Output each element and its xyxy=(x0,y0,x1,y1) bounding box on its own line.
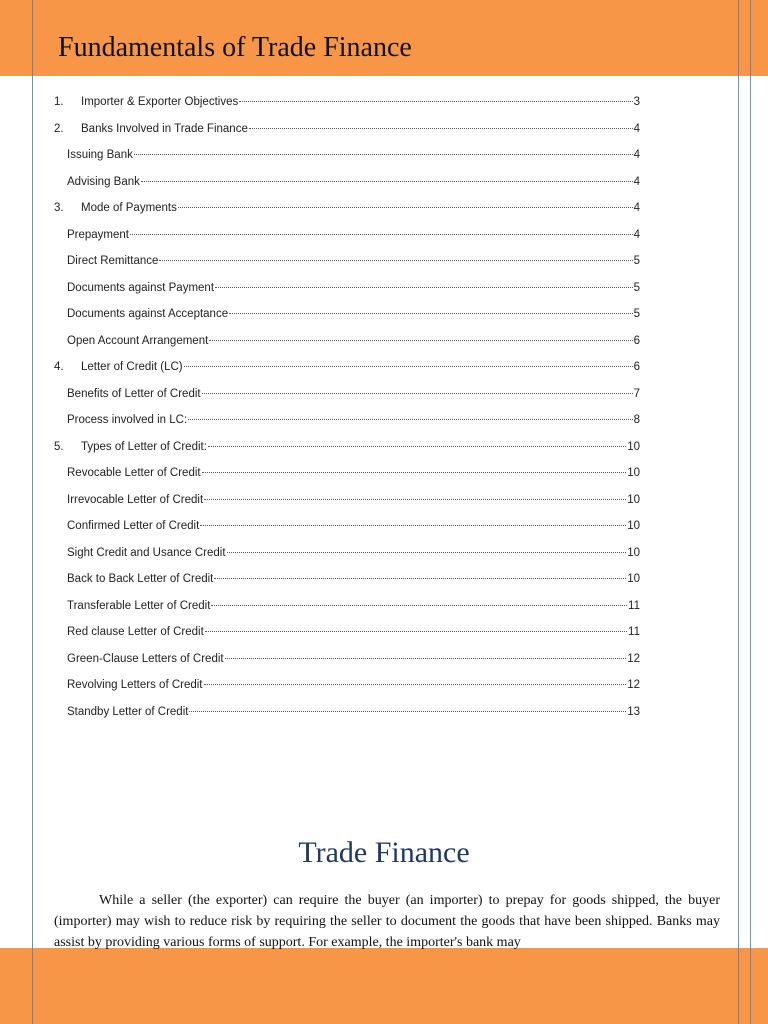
toc-leader-dots xyxy=(205,631,627,632)
toc-entry-page: 10 xyxy=(627,440,640,453)
document-title: Fundamentals of Trade Finance xyxy=(58,32,412,63)
toc-entry-label: Green-Clause Letters of Credit xyxy=(67,652,224,665)
toc-leader-dots xyxy=(227,552,627,553)
toc-entry-label: Red clause Letter of Credit xyxy=(67,626,204,638)
toc-leader-dots xyxy=(141,181,633,182)
toc-entry-label: Irrevocable Letter of Credit xyxy=(67,493,204,506)
toc-entry-label: Open Account Arrangement xyxy=(67,334,209,347)
toc-entry[interactable] xyxy=(67,600,640,618)
toc-entry-page: 10 xyxy=(627,467,640,479)
toc-leader-dots xyxy=(202,472,627,473)
toc-entry-label: Process involved in LC: xyxy=(67,414,188,426)
toc-leader-dots xyxy=(188,419,632,420)
toc-entry[interactable] xyxy=(54,441,640,459)
toc-entry-page: 5 xyxy=(633,308,640,320)
toc-entry[interactable] xyxy=(67,626,640,644)
toc-entry-page: 3 xyxy=(633,96,640,108)
toc-leader-dots xyxy=(211,605,627,606)
toc-entry[interactable] xyxy=(67,282,640,300)
toc-leader-dots xyxy=(204,684,627,685)
toc-entry[interactable] xyxy=(67,706,640,724)
toc-entry-label: Standby Letter of Credit xyxy=(67,705,189,718)
toc-entry[interactable] xyxy=(67,149,640,167)
toc-entry-page: 10 xyxy=(627,546,640,559)
toc-leader-dots xyxy=(202,393,633,394)
toc-leader-dots xyxy=(249,128,633,129)
toc-entry-page: 11 xyxy=(628,626,640,638)
toc-entry[interactable] xyxy=(67,679,640,697)
toc-leader-dots xyxy=(134,154,633,155)
toc-entry-label: Letter of Credit (LC) xyxy=(81,361,183,373)
toc-entry-label: Direct Remittance xyxy=(67,255,159,267)
toc-leader-dots xyxy=(208,446,626,447)
toc-entry-number: 2. xyxy=(54,122,64,135)
toc-leader-dots xyxy=(239,101,632,102)
toc-entry-label: Banks Involved in Trade Finance xyxy=(81,122,248,135)
toc-entry-number: 4. xyxy=(54,361,64,373)
toc-leader-dots xyxy=(130,234,633,235)
toc-entry-label: Benefits of Letter of Credit xyxy=(67,387,201,400)
toc-leader-dots xyxy=(209,340,632,341)
footer-band xyxy=(0,948,768,1024)
left-margin-rule xyxy=(32,0,33,1024)
toc-entry[interactable] xyxy=(67,335,640,353)
toc-entry-label: Confirmed Letter of Credit xyxy=(67,520,200,532)
toc-leader-dots xyxy=(159,260,632,261)
toc-entry-page: 4 xyxy=(633,175,640,188)
toc-entry-page: 7 xyxy=(633,387,640,400)
toc-leader-dots xyxy=(178,207,633,208)
toc-leader-dots xyxy=(214,578,626,579)
toc-entry-page: 4 xyxy=(633,228,640,241)
toc-entry[interactable] xyxy=(67,494,640,512)
toc-entry[interactable] xyxy=(67,229,640,247)
toc-entry-page: 6 xyxy=(633,334,640,347)
toc-entry[interactable] xyxy=(54,202,640,220)
toc-entry-label: Advising Bank xyxy=(67,175,140,188)
toc-entry-number: 1. xyxy=(54,96,64,108)
right-margin-rule-outer xyxy=(750,0,751,1024)
toc-entry[interactable] xyxy=(67,414,640,432)
toc-entry-label: Sight Credit and Usance Credit xyxy=(67,546,226,559)
toc-leader-dots xyxy=(225,658,627,659)
toc-entry[interactable] xyxy=(54,361,640,379)
toc-entry-number: 3. xyxy=(54,202,64,214)
toc-entry-page: 12 xyxy=(627,679,640,691)
toc-entry[interactable] xyxy=(54,96,640,114)
toc-entry-page: 4 xyxy=(633,149,640,161)
toc-entry-page: 10 xyxy=(627,573,640,585)
body-paragraph: While a seller (the exporter) can require the buyer (an importer) to prepay for goods shipped, the buyer (importer) may wish to reduce risk by requiring the seller to document the goods that have been shipped. Banks may assist by providing various forms of support. For example, the importer's bank may xyxy=(54,893,720,950)
toc-leader-dots xyxy=(184,366,633,367)
toc-entry-label: Revocable Letter of Credit xyxy=(67,467,201,479)
toc-entry-label: Documents against Payment xyxy=(67,281,215,294)
toc-leader-dots xyxy=(204,499,626,500)
toc-entry-page: 12 xyxy=(627,652,640,665)
toc-entry-page: 11 xyxy=(628,599,640,612)
toc-entry-page: 5 xyxy=(633,281,640,294)
toc-entry[interactable] xyxy=(67,547,640,565)
toc-entry-page: 10 xyxy=(627,520,640,532)
toc-entry-label: Importer & Exporter Objectives xyxy=(81,96,239,108)
toc-leader-dots xyxy=(215,287,633,288)
toc-entry-page: 4 xyxy=(633,122,640,135)
toc-entry[interactable] xyxy=(67,308,640,326)
toc-entry-page: 5 xyxy=(633,255,640,267)
toc-entry[interactable] xyxy=(67,653,640,671)
toc-entry-label: Issuing Bank xyxy=(67,149,133,161)
toc-entry[interactable] xyxy=(67,176,640,194)
toc-leader-dots xyxy=(189,711,626,712)
toc-leader-dots xyxy=(229,313,632,314)
toc-entry[interactable] xyxy=(67,573,640,591)
toc-entry[interactable] xyxy=(54,123,640,141)
toc-entry[interactable] xyxy=(67,520,640,538)
section-title: Trade Finance xyxy=(298,836,470,869)
toc-entry-page: 6 xyxy=(633,361,640,373)
toc-entry-label: Revolving Letters of Credit xyxy=(67,679,203,691)
toc-entry-label: Back to Back Letter of Credit xyxy=(67,573,214,585)
toc-entry-label: Mode of Payments xyxy=(81,202,177,214)
toc-leader-dots xyxy=(200,525,626,526)
toc-entry-label: Documents against Acceptance xyxy=(67,308,229,320)
toc-entry-page: 13 xyxy=(627,705,640,718)
toc-entry-page: 10 xyxy=(627,493,640,506)
toc-entry[interactable] xyxy=(67,467,640,485)
toc-entry-number: 5. xyxy=(54,440,64,453)
toc-entry-page: 4 xyxy=(633,202,640,214)
toc-entry-label: Types of Letter of Credit: xyxy=(81,440,207,453)
toc-entry-label: Prepayment xyxy=(67,228,130,241)
right-margin-rule-inner xyxy=(738,0,739,1024)
toc-entry-label: Transferable Letter of Credit xyxy=(67,599,211,612)
toc-entry[interactable] xyxy=(67,255,640,273)
toc-entry-page: 8 xyxy=(633,414,640,426)
toc-entry[interactable] xyxy=(67,388,640,406)
